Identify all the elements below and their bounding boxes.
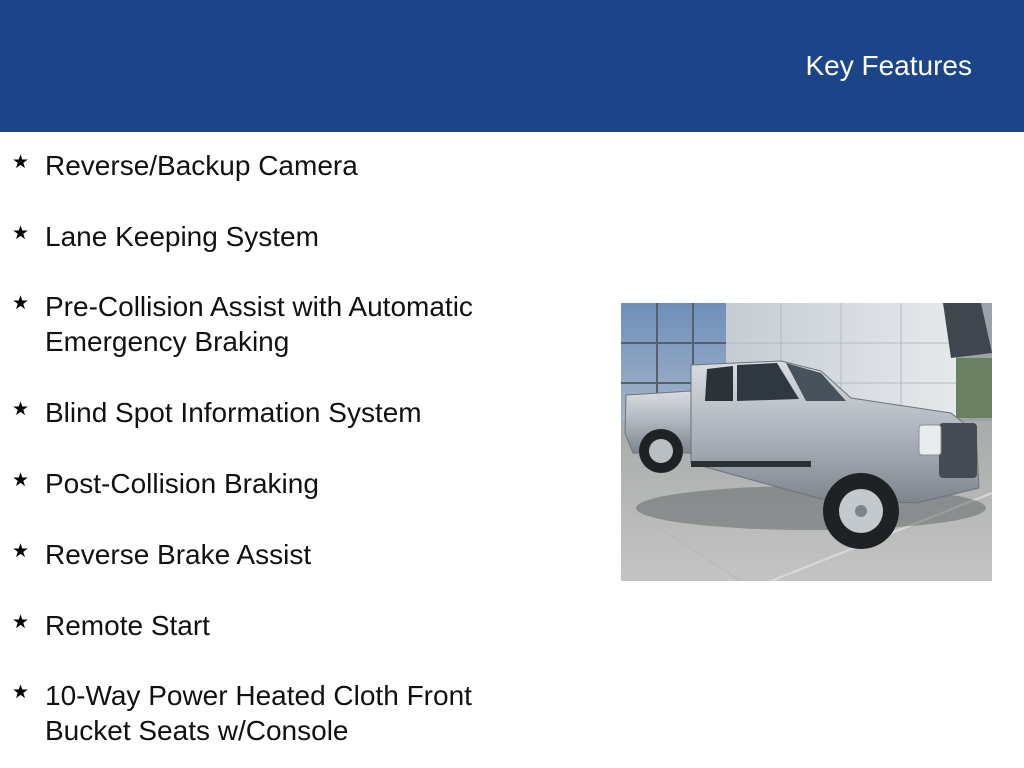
star-icon: ★ [12,222,30,244]
star-icon: ★ [12,292,30,314]
feature-label: Post-Collision Braking [45,468,319,499]
star-icon: ★ [12,540,30,562]
feature-label: Reverse/Backup Camera [45,150,358,181]
star-icon: ★ [12,681,30,703]
star-icon: ★ [12,611,30,633]
feature-label: Remote Start [45,610,210,641]
feature-label: Pre-Collision Assist with Automatic Emergency Braking [45,291,473,357]
feature-label: Lane Keeping System [45,221,319,252]
star-icon: ★ [12,151,30,173]
page-title: Key Features [805,50,972,81]
star-icon: ★ [12,398,30,420]
feature-label: Reverse Brake Assist [45,539,312,570]
header-banner [0,0,1024,132]
feature-label: 10-Way Power Heated Cloth Front Bucket Seats w/Console [45,680,472,746]
vehicle-photo [621,303,992,581]
feature-label: Blind Spot Information System [45,397,422,428]
star-icon: ★ [12,469,30,491]
